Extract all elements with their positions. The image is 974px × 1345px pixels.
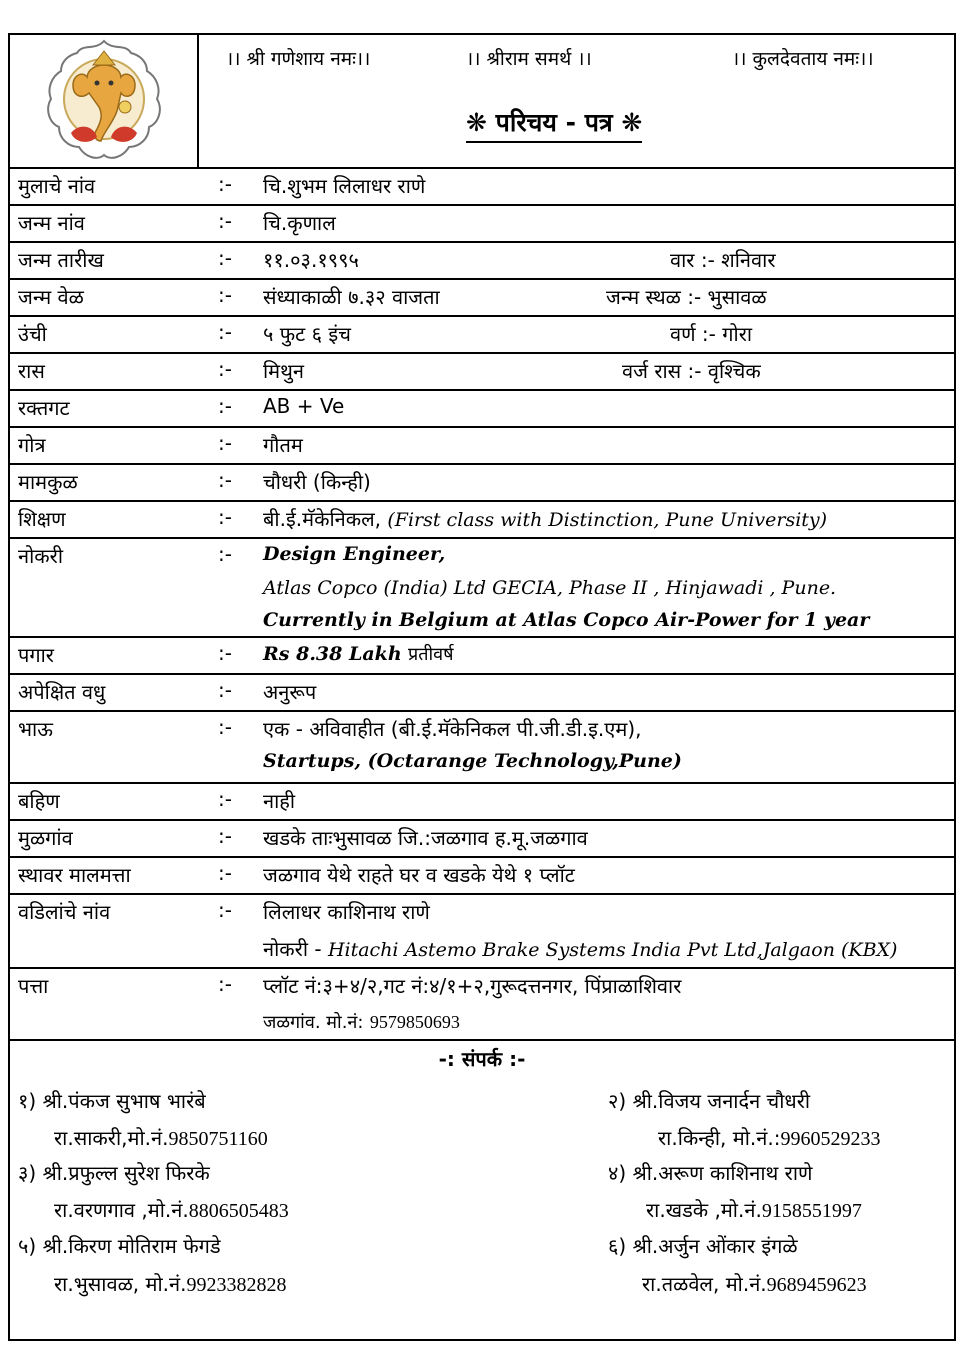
label: अपेक्षित वधु	[18, 680, 106, 704]
colon: :-	[218, 824, 232, 848]
value: नाही	[263, 789, 296, 813]
value: चि.कृणाल	[263, 211, 336, 235]
colon: :-	[218, 320, 232, 344]
row-native	[10, 821, 954, 858]
brother-detail: एक - अविवाहीत (बी.ई.मॅकेनिकल पी.जी.डी.इ.एम),	[263, 717, 642, 741]
contact-2-name	[608, 1087, 810, 1114]
education-degree: बी.ई.मॅकेनिकल,	[263, 507, 382, 531]
contact-name: श्री.अरूण काशिनाथ राणे	[632, 1161, 813, 1185]
row-height	[10, 317, 954, 354]
colon: :-	[218, 861, 232, 885]
address-line2	[263, 1009, 460, 1034]
colon: :-	[218, 542, 232, 566]
contacts-title: -: संपर्क :-	[438, 1047, 526, 1071]
label: पत्ता	[18, 974, 49, 998]
colon: :-	[218, 431, 232, 455]
contact-6-detail	[642, 1270, 867, 1297]
address-line1: प्लॉट नं:३+४/२,गट नं:४/१+२,गुरूदत्तनगर, पिंप्राळाशिवार	[263, 974, 682, 998]
label: वडिलांचे नांव	[18, 900, 111, 924]
contact-num: १)	[18, 1089, 37, 1113]
job-title: Design Engineer,	[263, 543, 446, 565]
label: जन्म नांव	[18, 211, 85, 235]
colon: :-	[218, 641, 232, 665]
invocation-shriram: ।। श्रीराम समर्थ ।।	[466, 48, 592, 70]
colon: :-	[218, 357, 232, 381]
brother-work: Startups, (Octarange Technology,Pune)	[263, 750, 682, 772]
colon: :-	[218, 394, 232, 418]
colon: :-	[218, 898, 232, 922]
invocation-kuldevta: ।। कुलदेवताय नमः।।	[732, 48, 874, 70]
contact-place: रा.साकरी,मो.नं.	[54, 1126, 169, 1150]
value: चि.शुभम लिलाधर राणे	[263, 174, 426, 198]
contact-place: रा.खडके ,मो.नं.	[646, 1198, 762, 1222]
value	[263, 641, 454, 666]
contact-phone: 8806505483	[188, 1200, 289, 1222]
contact-5-detail	[54, 1270, 286, 1297]
page-title: ❋ परिचय - पत्र ❋	[466, 105, 642, 143]
contact-num: ४)	[608, 1161, 627, 1185]
label: भाऊ	[18, 717, 53, 741]
contact-num: ५)	[18, 1234, 37, 1258]
colon: :-	[218, 172, 232, 196]
contact-1-detail	[54, 1124, 268, 1151]
row-salary	[10, 638, 954, 675]
label: शिक्षण	[18, 507, 66, 531]
label: बहिण	[18, 789, 60, 813]
birth-place: जन्म स्थळ :- भुसावळ	[606, 285, 767, 309]
contact-name: श्री.प्रफुल्ल सुरेश फिरके	[42, 1161, 210, 1185]
address-city: जळगांव. मो.नं:	[263, 1012, 364, 1033]
label: उंची	[18, 322, 47, 346]
colon: :-	[218, 468, 232, 492]
contact-name: श्री.किरण मोतिराम फेगडे	[42, 1234, 221, 1258]
colon: :-	[218, 246, 232, 270]
colon: :-	[218, 283, 232, 307]
contact-place: रा.तळवेल, मो.नं.	[642, 1272, 767, 1296]
contact-name: श्री.अर्जुन ओंकार इंगळे	[632, 1234, 798, 1258]
label: गोत्र	[18, 433, 46, 457]
logo-cell	[10, 35, 199, 167]
row-name	[10, 169, 954, 206]
contact-2-detail	[658, 1124, 880, 1151]
contact-3-detail	[54, 1196, 289, 1223]
value: चौधरी (किन्ही)	[263, 470, 371, 494]
row-address	[10, 969, 954, 1041]
value: संध्याकाळी ७.३२ वाजता	[263, 285, 440, 309]
row-property	[10, 858, 954, 895]
ganesha-icon	[43, 37, 165, 163]
row-expected	[10, 675, 954, 712]
label: रास	[18, 359, 45, 383]
label: मुलाचे नांव	[18, 174, 96, 198]
contact-4-name	[608, 1159, 812, 1186]
row-birth-time	[10, 280, 954, 317]
contact-phone: 9158551997	[761, 1200, 862, 1222]
colon: :-	[218, 787, 232, 811]
value: जळगाव येथे राहते घर व खडके येथे १ प्लॉट	[263, 863, 575, 887]
row-sister	[10, 784, 954, 821]
complexion: वर्ण :- गोरा	[670, 322, 753, 346]
contact-place: रा.भुसावळ, मो.नं.	[54, 1272, 187, 1296]
salary-period: प्रतीवर्ष	[408, 644, 454, 665]
contact-place: रा.वरणगाव ,मो.नं.	[54, 1198, 189, 1222]
label: नोकरी	[18, 544, 63, 568]
label: स्थावर मालमत्ता	[18, 863, 131, 887]
colon: :-	[218, 972, 232, 996]
value	[263, 505, 827, 532]
weekday: वार :- शनिवार	[670, 248, 776, 272]
contact-place: रा.किन्ही, मो.नं.:	[658, 1126, 781, 1150]
value: ५ फुट ६ इंच	[263, 322, 351, 346]
contact-4-detail	[646, 1196, 862, 1223]
value: ११.०३.१९९५	[263, 248, 359, 272]
education-detail: (First class with Distinction, Pune University)	[387, 509, 828, 531]
label: मुळगांव	[18, 826, 73, 850]
contact-num: ६)	[608, 1234, 627, 1258]
label: जन्म वेळ	[18, 285, 84, 309]
row-blood	[10, 391, 954, 428]
salary-amount: Rs 8.38 Lakh	[263, 643, 402, 665]
row-rashi	[10, 354, 954, 391]
contact-num: २)	[608, 1089, 627, 1113]
row-birth-name	[10, 206, 954, 243]
biodata-sheet	[8, 33, 956, 1341]
header	[10, 35, 954, 169]
row-gotra	[10, 428, 954, 465]
colon: :-	[218, 715, 232, 739]
father-job-prefix: नोकरी -	[263, 937, 322, 961]
value: मिथुन	[263, 359, 305, 383]
father-job-company: Hitachi Astemo Brake Systems India Pvt Ltd,Jalgaon (KBX)	[327, 939, 898, 961]
row-mamkul	[10, 465, 954, 502]
contact-6-name	[608, 1232, 798, 1259]
contact-3-name	[18, 1159, 210, 1186]
contact-5-name	[18, 1232, 221, 1259]
contact-phone: 9689459623	[766, 1274, 867, 1296]
contact-name: श्री.विजय जनार्दन चौधरी	[632, 1089, 811, 1113]
invocation-ganesh: ।। श्री गणेशाय नमः।।	[226, 48, 371, 70]
colon: :-	[218, 505, 232, 529]
contact-num: ३)	[18, 1161, 37, 1185]
job-current: Currently in Belgium at Atlas Copco Air-Power for 1 year	[263, 609, 870, 631]
label: जन्म तारीख	[18, 248, 104, 272]
colon: :-	[218, 209, 232, 233]
value: गौतम	[263, 433, 303, 457]
label: मामकुळ	[18, 470, 78, 494]
row-education	[10, 502, 954, 539]
contact-phone: 9960529233	[780, 1128, 881, 1150]
father-name: लिलाधर काशिनाथ राणे	[263, 900, 430, 924]
row-father	[10, 895, 954, 969]
contact-1-name	[18, 1087, 206, 1114]
contact-phone: 9850751160	[168, 1128, 268, 1150]
value: खडके ताःभुसावळ जि.:जळगाव ह.मू.जळगाव	[263, 826, 588, 850]
job-company: Atlas Copco (India) Ltd GECIA, Phase II , Hinjawadi , Pune.	[263, 577, 837, 599]
value: AB + Ve	[263, 394, 345, 418]
father-job	[263, 935, 897, 962]
row-dob	[10, 243, 954, 280]
value: अनुरूप	[263, 680, 317, 704]
row-job	[10, 539, 954, 638]
label: रक्तगट	[18, 396, 70, 420]
varj-rashi: वर्ज रास :- वृश्चिक	[622, 359, 761, 383]
colon: :-	[218, 678, 232, 702]
address-phone: 9579850693	[369, 1012, 460, 1032]
row-brother	[10, 712, 954, 784]
contact-phone: 9923382828	[186, 1274, 287, 1296]
label: पगार	[18, 643, 54, 667]
contact-name: श्री.पंकज सुभाष भारंबे	[42, 1089, 206, 1113]
